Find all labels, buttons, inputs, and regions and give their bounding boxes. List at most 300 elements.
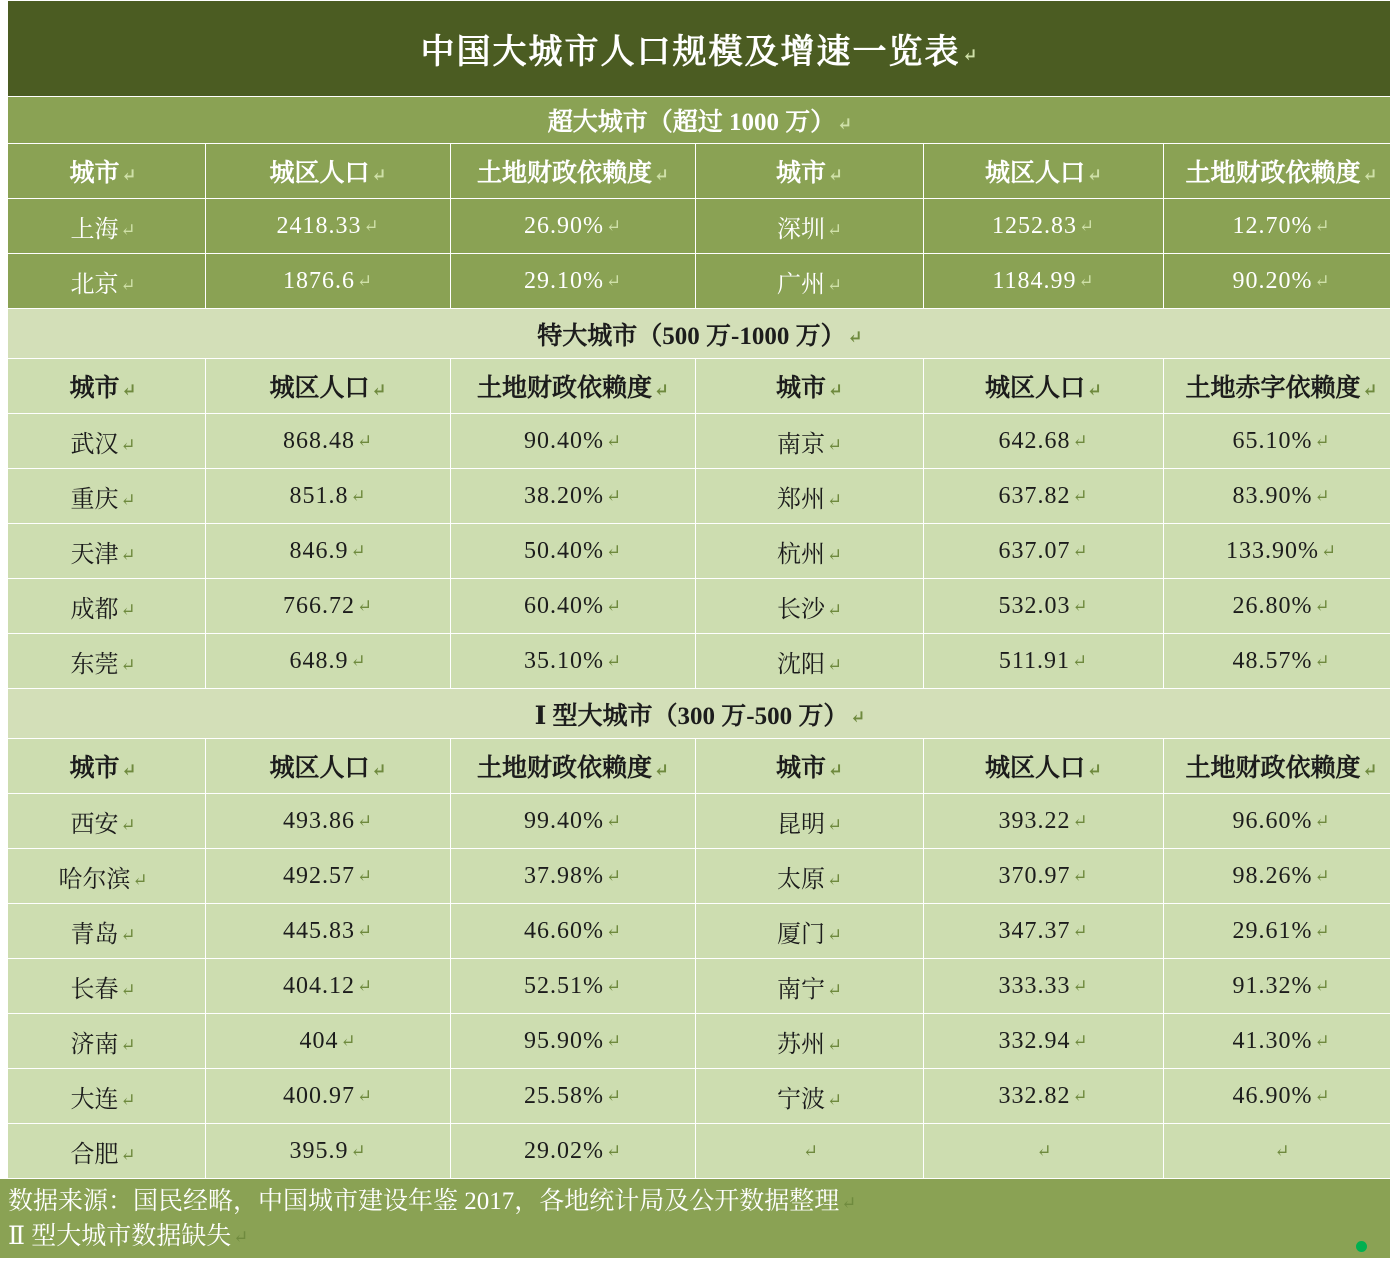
cell-population bbox=[206, 904, 451, 959]
cell-landfinance bbox=[451, 794, 696, 849]
col-header-landfinance-left bbox=[451, 739, 696, 794]
table-row bbox=[1, 469, 1399, 524]
source-note-text: Ⅱ 型大城市数据缺失 bbox=[8, 1222, 232, 1250]
pilcrow-mark: ↵ bbox=[1036, 1141, 1053, 1162]
col-header-text: 城区人口 bbox=[269, 160, 370, 187]
cell-city bbox=[1, 414, 206, 469]
table-row bbox=[1, 414, 1399, 469]
col-header-city-right bbox=[696, 739, 924, 794]
pilcrow-mark: ↵ bbox=[120, 545, 136, 566]
pilcrow-mark: ↵ bbox=[1072, 431, 1089, 452]
cell-population bbox=[924, 634, 1164, 689]
table-row bbox=[1, 579, 1399, 634]
pilcrow-mark: ↵ bbox=[1314, 651, 1331, 672]
col-header-landfinance-left bbox=[451, 144, 696, 199]
cell-text: 南京 bbox=[776, 431, 825, 458]
cell-city bbox=[1, 1124, 206, 1179]
cell-text: 12.70% bbox=[1232, 212, 1313, 239]
pilcrow-mark: ↵ bbox=[1072, 651, 1089, 672]
cell-population bbox=[924, 469, 1164, 524]
cell-text: 332.94 bbox=[998, 1027, 1071, 1054]
pilcrow-mark: ↵ bbox=[605, 596, 623, 617]
pilcrow-mark: ↵ bbox=[826, 490, 843, 511]
pilcrow-mark: ↵ bbox=[605, 866, 623, 887]
cell-population bbox=[206, 1124, 451, 1179]
cell-text: 合肥 bbox=[70, 1141, 119, 1168]
pilcrow-mark: ↵ bbox=[605, 811, 623, 832]
cell-population bbox=[206, 634, 451, 689]
pilcrow-mark: ↵ bbox=[1362, 164, 1378, 185]
pilcrow-mark: ↵ bbox=[120, 1035, 136, 1056]
cell-text: 东莞 bbox=[70, 651, 119, 678]
cell-text: 851.8 bbox=[289, 482, 349, 509]
cell-text: 99.40% bbox=[523, 807, 604, 834]
cell-text: 333.33 bbox=[998, 972, 1071, 999]
cell-city bbox=[1, 904, 206, 959]
cell-text: 1184.99 bbox=[992, 267, 1077, 294]
cell-text: 46.90% bbox=[1232, 1082, 1313, 1109]
pilcrow-mark: ↵ bbox=[120, 220, 136, 241]
pilcrow-mark: ↵ bbox=[1314, 921, 1331, 942]
cell-text: 90.20% bbox=[1232, 267, 1313, 294]
table-row bbox=[1, 904, 1399, 959]
cell-city bbox=[696, 904, 924, 959]
pilcrow-mark: ↵ bbox=[121, 164, 137, 185]
cell-population bbox=[924, 254, 1164, 309]
cell-city bbox=[696, 579, 924, 634]
cell-text: 642.68 bbox=[998, 427, 1071, 454]
cell-landfinance bbox=[1164, 524, 1399, 579]
pilcrow-mark: ↵ bbox=[841, 1192, 857, 1213]
status-dot bbox=[1356, 1241, 1367, 1252]
col-header-text: 城市 bbox=[775, 160, 826, 187]
cell-text: 83.90% bbox=[1232, 482, 1313, 509]
section-heading-type1-large bbox=[1, 689, 1399, 739]
pilcrow-mark: ↵ bbox=[132, 870, 148, 891]
cell-city bbox=[1, 1014, 206, 1069]
cell-landfinance bbox=[451, 959, 696, 1014]
pilcrow-mark: ↵ bbox=[1086, 164, 1103, 185]
cell-population bbox=[206, 524, 451, 579]
cell-text: 91.32% bbox=[1232, 972, 1313, 999]
pilcrow-mark: ↵ bbox=[1314, 596, 1331, 617]
cell-city bbox=[1, 959, 206, 1014]
cell-text: 395.9 bbox=[289, 1137, 349, 1164]
pilcrow-mark: ↵ bbox=[605, 431, 623, 452]
col-header-population-left bbox=[206, 144, 451, 199]
cell-text: 青岛 bbox=[70, 921, 119, 948]
cell-population bbox=[206, 849, 451, 904]
pilcrow-mark: ↵ bbox=[120, 275, 136, 296]
pilcrow-mark: ↵ bbox=[356, 1086, 374, 1107]
cell-city bbox=[1, 524, 206, 579]
table-row bbox=[1, 524, 1399, 579]
pilcrow-mark: ↵ bbox=[356, 811, 374, 832]
cell-population bbox=[924, 524, 1164, 579]
pilcrow-mark: ↵ bbox=[120, 1090, 136, 1111]
cell-text: 26.90% bbox=[523, 212, 604, 239]
pilcrow-mark: ↵ bbox=[1314, 216, 1331, 237]
pilcrow-mark: ↵ bbox=[826, 220, 843, 241]
cell-landfinance bbox=[451, 199, 696, 254]
pilcrow-mark: ↵ bbox=[827, 759, 844, 780]
pilcrow-mark: ↵ bbox=[826, 655, 843, 676]
cell-city bbox=[1, 469, 206, 524]
cell-city bbox=[1, 254, 206, 309]
cell-text: 哈尔滨 bbox=[58, 866, 131, 893]
cell-population bbox=[206, 579, 451, 634]
pilcrow-mark: ↵ bbox=[120, 980, 136, 1001]
table-row bbox=[1, 1069, 1399, 1124]
pilcrow-mark: ↵ bbox=[120, 815, 136, 836]
left-margin bbox=[0, 0, 8, 1286]
cell-text: 1876.6 bbox=[282, 267, 355, 294]
cell-text: 武汉 bbox=[70, 431, 119, 458]
cell-text: 766.72 bbox=[282, 592, 355, 619]
cell-text: 杭州 bbox=[776, 541, 825, 568]
cell-city bbox=[696, 1014, 924, 1069]
pilcrow-mark: ↵ bbox=[826, 925, 843, 946]
cell-text: 昆明 bbox=[776, 811, 825, 838]
source-note-line-1 bbox=[8, 1185, 1391, 1220]
cell-city bbox=[696, 414, 924, 469]
pilcrow-mark: ↵ bbox=[120, 600, 136, 621]
section-heading-row bbox=[1, 97, 1399, 144]
cell-text: 38.20% bbox=[523, 482, 604, 509]
cell-population bbox=[924, 959, 1164, 1014]
pilcrow-mark: ↵ bbox=[826, 600, 843, 621]
cell-text: 404.12 bbox=[282, 972, 355, 999]
col-header-population-right bbox=[924, 144, 1164, 199]
table-row bbox=[1, 254, 1399, 309]
cell-landfinance bbox=[1164, 794, 1399, 849]
column-header-row bbox=[1, 144, 1399, 199]
cell-text: 60.40% bbox=[523, 592, 604, 619]
cell-text: 大连 bbox=[70, 1086, 119, 1113]
cell-city bbox=[1, 1069, 206, 1124]
cell-text: 太原 bbox=[776, 866, 825, 893]
cell-text: 532.03 bbox=[998, 592, 1071, 619]
cell-landfinance bbox=[1164, 254, 1399, 309]
pilcrow-mark: ↵ bbox=[121, 379, 137, 400]
cell-landfinance-empty bbox=[1164, 1124, 1399, 1179]
col-header-text: 土地财政依赖度 bbox=[1185, 160, 1361, 187]
pilcrow-mark: ↵ bbox=[363, 216, 380, 237]
pilcrow-mark: ↵ bbox=[120, 1145, 136, 1166]
pilcrow-mark: ↵ bbox=[653, 379, 670, 400]
pilcrow-mark: ↵ bbox=[605, 976, 623, 997]
cell-population bbox=[206, 469, 451, 524]
pilcrow-mark: ↵ bbox=[826, 545, 843, 566]
cell-text: 637.82 bbox=[998, 482, 1071, 509]
pilcrow-mark: ↵ bbox=[356, 271, 374, 292]
cell-city bbox=[696, 959, 924, 1014]
pilcrow-mark: ↵ bbox=[962, 44, 980, 65]
pilcrow-mark: ↵ bbox=[1072, 866, 1089, 887]
cell-city bbox=[1, 849, 206, 904]
col-header-text: 城市 bbox=[775, 755, 826, 782]
cell-text: 50.40% bbox=[523, 537, 604, 564]
cell-text: 332.82 bbox=[998, 1082, 1071, 1109]
cell-landfinance bbox=[451, 634, 696, 689]
pilcrow-mark: ↵ bbox=[827, 379, 844, 400]
col-header-text: 土地财政依赖度 bbox=[1185, 755, 1361, 782]
cell-text: 郑州 bbox=[776, 486, 825, 513]
cell-text: 25.58% bbox=[523, 1082, 604, 1109]
cell-text: 长春 bbox=[70, 976, 119, 1003]
cell-text: 347.37 bbox=[998, 917, 1071, 944]
col-header-text: 城区人口 bbox=[984, 160, 1085, 187]
cell-text: 北京 bbox=[70, 271, 119, 298]
col-header-landdeficit-right bbox=[1164, 359, 1399, 414]
cell-city bbox=[696, 849, 924, 904]
cell-text: 637.07 bbox=[998, 537, 1071, 564]
table-row bbox=[1, 849, 1399, 904]
cell-landfinance bbox=[1164, 1014, 1399, 1069]
cell-text: 广州 bbox=[776, 271, 825, 298]
cell-text: 苏州 bbox=[776, 1031, 825, 1058]
cell-landfinance bbox=[1164, 634, 1399, 689]
cell-text: 南宁 bbox=[776, 976, 825, 1003]
cell-text: 1252.83 bbox=[991, 212, 1077, 239]
pilcrow-mark: ↵ bbox=[1314, 431, 1331, 452]
pilcrow-mark: ↵ bbox=[120, 490, 136, 511]
cell-city bbox=[696, 254, 924, 309]
pilcrow-mark: ↵ bbox=[1274, 1141, 1291, 1162]
col-header-landfinance-left bbox=[451, 359, 696, 414]
page-title bbox=[1, 1, 1399, 97]
pilcrow-mark: ↵ bbox=[653, 759, 670, 780]
cell-landfinance bbox=[451, 414, 696, 469]
pilcrow-mark: ↵ bbox=[350, 1141, 367, 1162]
table-body bbox=[1, 1, 1399, 1179]
col-header-city-right bbox=[696, 359, 924, 414]
cell-population bbox=[924, 199, 1164, 254]
pilcrow-mark: ↵ bbox=[826, 870, 843, 891]
col-header-text: 城市 bbox=[69, 160, 120, 187]
pilcrow-mark: ↵ bbox=[826, 275, 843, 296]
cell-population bbox=[924, 414, 1164, 469]
section-heading-megacity bbox=[1, 97, 1399, 144]
cell-text: 46.60% bbox=[523, 917, 604, 944]
pilcrow-mark: ↵ bbox=[340, 1031, 357, 1052]
pilcrow-mark: ↵ bbox=[371, 379, 387, 400]
col-header-text: 土地赤字依赖度 bbox=[1185, 375, 1361, 402]
section-heading-row bbox=[1, 309, 1399, 359]
col-header-text: 城市 bbox=[69, 375, 120, 402]
pilcrow-mark: ↵ bbox=[1072, 921, 1089, 942]
section-heading-text: 特大城市（500 万-1000 万） bbox=[537, 322, 846, 350]
cell-city bbox=[696, 469, 924, 524]
pilcrow-mark: ↵ bbox=[1072, 541, 1089, 562]
cell-text: 重庆 bbox=[70, 486, 119, 513]
cell-city bbox=[696, 524, 924, 579]
page-title-text: 中国大城市人口规模及增速一览表 bbox=[420, 34, 961, 71]
table-row bbox=[1, 634, 1399, 689]
pilcrow-mark: ↵ bbox=[233, 1227, 249, 1248]
col-header-text: 城区人口 bbox=[269, 375, 370, 402]
cell-population bbox=[924, 1069, 1164, 1124]
cell-population bbox=[206, 199, 451, 254]
col-header-text: 城市 bbox=[69, 755, 120, 782]
cell-text: 2418.33 bbox=[276, 212, 362, 239]
cell-city bbox=[696, 1069, 924, 1124]
cell-landfinance bbox=[1164, 849, 1399, 904]
cell-population bbox=[924, 1014, 1164, 1069]
cell-population bbox=[924, 849, 1164, 904]
col-header-population-right bbox=[924, 739, 1164, 794]
cell-city-empty bbox=[696, 1124, 924, 1179]
pilcrow-mark: ↵ bbox=[605, 1141, 623, 1162]
pilcrow-mark: ↵ bbox=[653, 164, 670, 185]
cell-population bbox=[206, 959, 451, 1014]
cell-text: 90.40% bbox=[523, 427, 604, 454]
section-heading-text: Ⅰ 型大城市（300 万-500 万） bbox=[534, 702, 849, 730]
cell-text: 96.60% bbox=[1232, 807, 1313, 834]
cell-landfinance bbox=[451, 1069, 696, 1124]
cell-landfinance bbox=[1164, 904, 1399, 959]
col-header-landfinance-right bbox=[1164, 144, 1399, 199]
table-row bbox=[1, 959, 1399, 1014]
cell-text: 宁波 bbox=[776, 1086, 825, 1113]
cell-population bbox=[924, 579, 1164, 634]
pilcrow-mark: ↵ bbox=[1314, 811, 1331, 832]
cell-text: 厦门 bbox=[776, 921, 825, 948]
col-header-population-left bbox=[206, 739, 451, 794]
pilcrow-mark: ↵ bbox=[1314, 866, 1331, 887]
pilcrow-mark: ↵ bbox=[1362, 759, 1378, 780]
pilcrow-mark: ↵ bbox=[1314, 1086, 1331, 1107]
pilcrow-mark: ↵ bbox=[1314, 976, 1331, 997]
pilcrow-mark: ↵ bbox=[1072, 1031, 1089, 1052]
pilcrow-mark: ↵ bbox=[120, 925, 136, 946]
col-header-population-right bbox=[924, 359, 1164, 414]
table-title-row bbox=[1, 1, 1399, 97]
pilcrow-mark: ↵ bbox=[605, 486, 623, 507]
cell-text: 393.22 bbox=[998, 807, 1071, 834]
cell-landfinance bbox=[451, 469, 696, 524]
pilcrow-mark: ↵ bbox=[1072, 596, 1089, 617]
pilcrow-mark: ↵ bbox=[1314, 271, 1331, 292]
pilcrow-mark: ↵ bbox=[826, 980, 843, 1001]
col-header-landfinance-right bbox=[1164, 739, 1399, 794]
cell-text: 41.30% bbox=[1232, 1027, 1313, 1054]
pilcrow-mark: ↵ bbox=[1078, 216, 1096, 237]
pilcrow-mark: ↵ bbox=[120, 435, 136, 456]
cell-city bbox=[1, 794, 206, 849]
pilcrow-mark: ↵ bbox=[605, 541, 623, 562]
cell-text: 济南 bbox=[70, 1031, 119, 1058]
cell-text: 29.61% bbox=[1232, 917, 1313, 944]
col-header-text: 土地财政依赖度 bbox=[476, 375, 652, 402]
cell-text: 868.48 bbox=[282, 427, 355, 454]
pilcrow-mark: ↵ bbox=[356, 921, 374, 942]
cell-text: 98.26% bbox=[1232, 862, 1313, 889]
column-header-row bbox=[1, 359, 1399, 414]
cell-population-empty bbox=[924, 1124, 1164, 1179]
pilcrow-mark: ↵ bbox=[350, 486, 367, 507]
cell-population bbox=[206, 414, 451, 469]
cell-text: 492.57 bbox=[282, 862, 355, 889]
cell-city bbox=[1, 634, 206, 689]
col-header-text: 城区人口 bbox=[984, 755, 1085, 782]
cell-text: 511.91 bbox=[998, 647, 1070, 674]
pilcrow-mark: ↵ bbox=[826, 435, 843, 456]
cell-text: 400.97 bbox=[282, 1082, 355, 1109]
pilcrow-mark: ↵ bbox=[1072, 811, 1089, 832]
cell-city bbox=[1, 579, 206, 634]
pilcrow-mark: ↵ bbox=[120, 655, 136, 676]
cell-population bbox=[206, 254, 451, 309]
col-header-city-left bbox=[1, 144, 206, 199]
pilcrow-mark: ↵ bbox=[850, 707, 866, 728]
cell-text: 648.9 bbox=[289, 647, 349, 674]
cell-city bbox=[1, 199, 206, 254]
cell-population bbox=[206, 794, 451, 849]
pilcrow-mark: ↵ bbox=[1314, 486, 1331, 507]
pilcrow-mark: ↵ bbox=[1320, 541, 1338, 562]
cell-text: 133.90% bbox=[1225, 537, 1319, 564]
pilcrow-mark: ↵ bbox=[1086, 759, 1103, 780]
source-note-line-2 bbox=[8, 1220, 1391, 1255]
section-heading-verylarge bbox=[1, 309, 1399, 359]
cell-landfinance bbox=[1164, 1069, 1399, 1124]
table-row bbox=[1, 794, 1399, 849]
cell-landfinance bbox=[451, 1124, 696, 1179]
cell-population bbox=[924, 904, 1164, 959]
cell-landfinance bbox=[1164, 414, 1399, 469]
cell-text: 37.98% bbox=[523, 862, 604, 889]
pilcrow-mark: ↵ bbox=[827, 164, 844, 185]
pilcrow-mark: ↵ bbox=[121, 759, 137, 780]
col-header-text: 城区人口 bbox=[269, 755, 370, 782]
table-row bbox=[1, 199, 1399, 254]
cell-text: 493.86 bbox=[282, 807, 355, 834]
pilcrow-mark: ↵ bbox=[826, 1090, 843, 1111]
col-header-text: 土地财政依赖度 bbox=[476, 160, 652, 187]
cell-city bbox=[696, 794, 924, 849]
pilcrow-mark: ↵ bbox=[356, 976, 374, 997]
pilcrow-mark: ↵ bbox=[605, 1086, 623, 1107]
pilcrow-mark: ↵ bbox=[350, 651, 367, 672]
table-row bbox=[1, 1124, 1399, 1179]
cell-population bbox=[206, 1014, 451, 1069]
cell-text: 846.9 bbox=[289, 537, 349, 564]
cell-text: 成都 bbox=[70, 596, 119, 623]
cell-text: 29.02% bbox=[523, 1137, 604, 1164]
cell-landfinance bbox=[1164, 199, 1399, 254]
table-row bbox=[1, 1014, 1399, 1069]
pilcrow-mark: ↵ bbox=[837, 113, 853, 134]
pilcrow-mark: ↵ bbox=[1072, 976, 1089, 997]
cell-text: 26.80% bbox=[1232, 592, 1313, 619]
column-header-row bbox=[1, 739, 1399, 794]
pilcrow-mark: ↵ bbox=[826, 1035, 843, 1056]
pilcrow-mark: ↵ bbox=[1362, 379, 1378, 400]
cell-text: 370.97 bbox=[998, 862, 1071, 889]
pilcrow-mark: ↵ bbox=[802, 1141, 819, 1162]
cell-city bbox=[696, 634, 924, 689]
cell-text: 29.10% bbox=[523, 267, 604, 294]
col-header-city-right bbox=[696, 144, 924, 199]
pilcrow-mark: ↵ bbox=[371, 164, 387, 185]
cell-landfinance bbox=[451, 524, 696, 579]
cell-text: 深圳 bbox=[776, 216, 825, 243]
cell-text: 长沙 bbox=[776, 596, 825, 623]
col-header-city-left bbox=[1, 739, 206, 794]
pilcrow-mark: ↵ bbox=[1072, 486, 1089, 507]
pilcrow-mark: ↵ bbox=[605, 921, 623, 942]
